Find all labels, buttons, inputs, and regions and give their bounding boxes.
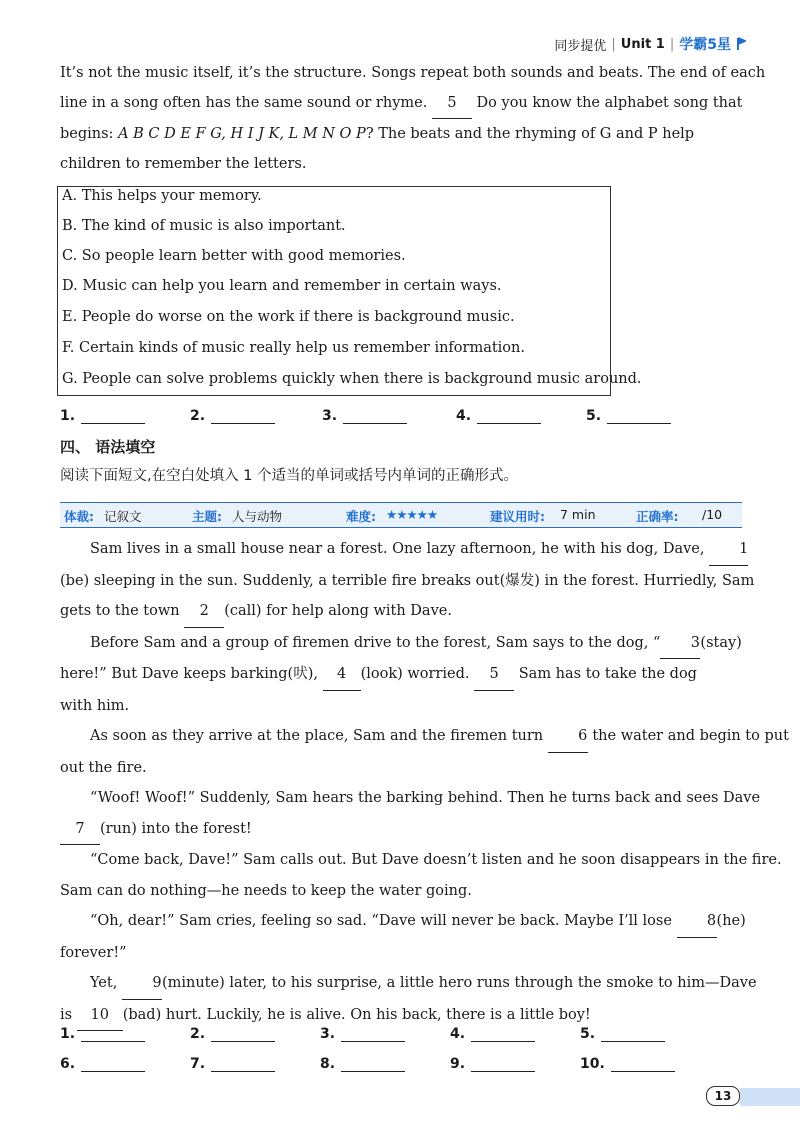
option-c: C. So people learn better with good memories.: [62, 248, 406, 264]
option-b: B. The kind of music is also important.: [62, 218, 346, 234]
blank-2[interactable]: 2: [184, 596, 224, 628]
section-instruction: 阅读下面短文,在空白处填入 1 个适当的单词或括号内单词的正确形式。: [60, 468, 519, 484]
answer-number: 3.: [322, 408, 338, 424]
passage-line: [60, 88, 742, 119]
answer-slot: [586, 408, 716, 424]
story-text: Sam has to take the dog: [518, 666, 697, 682]
blank-3[interactable]: 3: [660, 628, 700, 660]
story-line: [60, 968, 757, 1000]
story-line: forever!”: [60, 944, 127, 961]
options-box: [57, 186, 642, 396]
answer-line[interactable]: [601, 1027, 665, 1042]
option-d: D. Music can help you learn and remember in certain ways.: [62, 278, 502, 294]
story-text: As soon as they arrive at the place, Sam and the firemen turn: [90, 728, 544, 744]
answer-number: 10.: [580, 1056, 605, 1072]
story-text: (minute) later, to his surprise, a little hero runs through the smoke to him—Dave: [161, 975, 757, 991]
answer-slot: [60, 408, 190, 424]
story-text: (he): [716, 913, 746, 929]
story-text: (call) for help along with Dave.: [224, 603, 452, 619]
answer-slot: [450, 1026, 580, 1042]
blank-8[interactable]: 8: [677, 906, 717, 938]
story-line: [60, 534, 749, 566]
answer-number: 1.: [60, 1026, 76, 1042]
option-e: E. People do worse on the work if there is background music.: [62, 309, 515, 325]
passage-text: begins:: [60, 126, 114, 142]
option-a: A. This helps your memory.: [62, 188, 262, 204]
story-line: [60, 628, 742, 660]
story-text: is: [60, 1006, 73, 1023]
answer-line[interactable]: [343, 409, 407, 424]
answer-number: 2.: [190, 1026, 206, 1042]
answer-number: 4.: [456, 408, 472, 424]
blank-10[interactable]: 10: [77, 1000, 123, 1032]
answer-number: 5.: [580, 1026, 596, 1042]
info-bar: [60, 502, 742, 528]
genre-value: 记叙文: [104, 509, 142, 524]
answer-number: 7.: [190, 1056, 206, 1072]
passage-line: It’s not the music itself, it’s the structure. Songs repeat both sounds and beats. The end of each: [60, 65, 766, 81]
answer-slot: [580, 1026, 710, 1042]
answer-line[interactable]: [211, 1057, 275, 1072]
answer-line[interactable]: [611, 1057, 675, 1072]
story-line: [60, 659, 742, 691]
blank-5[interactable]: 5: [432, 88, 472, 119]
story-text: (stay): [700, 634, 742, 651]
story-line: [60, 906, 746, 938]
blank-9[interactable]: 9: [122, 968, 162, 1000]
time-value: 7 min: [560, 507, 596, 522]
story-passage: [60, 534, 789, 1031]
page-header: [554, 34, 746, 54]
story-line: [60, 721, 789, 753]
theme-label: 主题:: [192, 509, 222, 524]
header-unit: Unit 1: [620, 36, 665, 52]
story-text: (bad) hurt. Luckily, he is alive. On his back, there is a little boy!: [122, 1006, 591, 1023]
story-line: “Woof! Woof!” Suddenly, Sam hears the barking behind. Then he turns back and sees Dave: [90, 790, 761, 806]
page-number-bar: [740, 1088, 800, 1106]
accuracy-label: 正确率:: [636, 509, 679, 524]
flag-icon: [736, 37, 746, 51]
answer-number: 1.: [60, 408, 76, 424]
answer-slot: [580, 1056, 710, 1072]
answer-line[interactable]: [471, 1057, 535, 1072]
answer-slot: [190, 1056, 320, 1072]
answer-line[interactable]: [81, 1027, 145, 1042]
answer-line[interactable]: [211, 1027, 275, 1042]
answer-row-bottom-1: [60, 1026, 750, 1042]
answer-line[interactable]: [81, 1057, 145, 1072]
option-f: F. Certain kinds of music really help us remember information.: [62, 340, 525, 356]
answer-slot: [322, 408, 456, 424]
answer-slot: [190, 1026, 320, 1042]
story-text: gets to the town: [60, 603, 180, 619]
answer-line[interactable]: [607, 409, 671, 424]
passage-text: ? The beats and the rhyming of G and P help: [365, 126, 695, 142]
story-line: (be) sleeping in the sun. Suddenly, a terrible fire breaks out(爆发) in the forest. Hurriedly, Sam: [60, 572, 755, 589]
answer-slot: [60, 1056, 190, 1072]
answer-line[interactable]: [471, 1027, 535, 1042]
answer-line[interactable]: [81, 409, 145, 424]
answer-slot: [320, 1026, 450, 1042]
answer-row-top: [60, 408, 750, 424]
answer-slot: [450, 1056, 580, 1072]
answer-slot: [60, 1026, 190, 1042]
story-line: [60, 596, 742, 628]
passage-line: children to remember the letters.: [60, 156, 307, 172]
page-number: 13: [706, 1086, 740, 1106]
answer-line[interactable]: [341, 1027, 405, 1042]
story-text: Yet,: [90, 975, 118, 991]
story-text: Before Sam and a group of firemen drive to the forest, Sam says to the dog, “: [90, 634, 661, 651]
passage-top: [60, 58, 766, 179]
answer-number: 6.: [60, 1056, 76, 1072]
difficulty-stars: ★★★★★: [386, 507, 438, 522]
answer-number: 2.: [190, 408, 206, 424]
header-series: 同步提优: [554, 38, 607, 54]
genre-label: 体裁:: [64, 509, 94, 524]
blank-6[interactable]: 6: [548, 721, 588, 753]
answer-number: 3.: [320, 1026, 336, 1042]
blank-7[interactable]: 7: [60, 814, 100, 846]
story-text: Sam lives in a small house near a forest. One lazy afternoon, he with his dog, Dave,: [90, 541, 705, 557]
answer-number: 9.: [450, 1056, 466, 1072]
story-line: out the fire.: [60, 759, 147, 776]
story-line: Sam can do nothing—he needs to keep the water going.: [60, 882, 472, 899]
answer-number: 8.: [320, 1056, 336, 1072]
story-line: with him.: [60, 697, 130, 714]
answer-row-bottom-2: [60, 1056, 750, 1072]
passage-text: line in a song often has the same sound or rhyme.: [60, 95, 428, 111]
header-separator: |: [669, 36, 675, 52]
blank-5b[interactable]: 5: [474, 659, 514, 691]
story-text: “Oh, dear!” Sam cries, feeling so sad. “Dave will never be back. Maybe I’ll lose: [90, 913, 672, 929]
answer-number: 4.: [450, 1026, 466, 1042]
brand-logo: 学霸5星: [679, 37, 731, 53]
answer-slot: [320, 1056, 450, 1072]
passage-text: Do you know the alphabet song that: [476, 95, 743, 111]
header-separator: |: [611, 36, 616, 52]
story-line: [60, 814, 742, 846]
theme-value: 人与动物: [232, 509, 283, 524]
blank-4[interactable]: 4: [323, 659, 361, 691]
story-text: the water and begin to put: [592, 728, 789, 744]
section-title: 四、 语法填空: [60, 438, 156, 456]
blank-1[interactable]: 1: [709, 534, 748, 566]
answer-line[interactable]: [341, 1057, 405, 1072]
accuracy-value: /10: [702, 507, 723, 522]
story-line: “Come back, Dave!” Sam calls out. But Dave doesn’t listen and he soon disappears in the fire.: [90, 852, 782, 868]
time-label: 建议用时:: [490, 509, 545, 524]
answer-slot: [456, 408, 586, 424]
option-g: G. People can solve problems quickly when there is background music around.: [62, 371, 642, 387]
difficulty-label: 难度:: [346, 509, 376, 524]
answer-line[interactable]: [477, 409, 541, 424]
answer-slot: [190, 408, 322, 424]
answer-number: 5.: [586, 408, 602, 424]
story-text: (look) worried.: [360, 666, 470, 682]
story-text: (run) into the forest!: [100, 820, 252, 837]
story-text: here!” But Dave keeps barking(吠),: [60, 666, 318, 682]
answer-line[interactable]: [211, 409, 275, 424]
passage-line: [60, 119, 742, 149]
alphabet-letters: A B C D E F G, H I J K, L M N O P: [118, 126, 366, 142]
